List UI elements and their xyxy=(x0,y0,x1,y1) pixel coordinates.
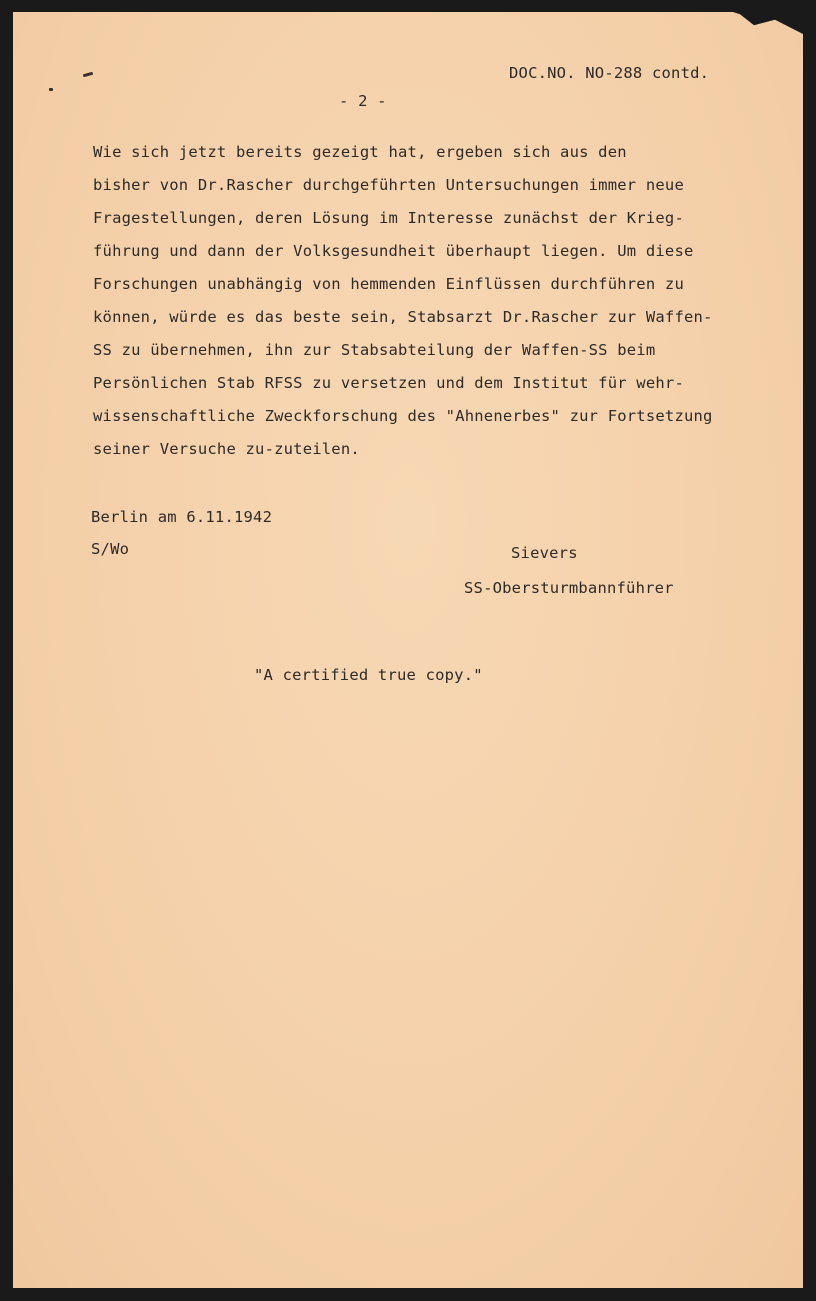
signatory-rank: SS-Obersturmbannführer xyxy=(464,579,674,597)
certification-note: "A certified true copy." xyxy=(254,666,483,684)
body-line: Wie sich jetzt bereits gezeigt hat, ergeben sich aus den xyxy=(93,143,627,161)
reference-initials: S/Wo xyxy=(91,540,130,558)
document-page xyxy=(13,12,803,1288)
body-line: Forschungen unabhängig von hemmenden Einflüssen durchführen zu xyxy=(93,275,684,293)
body-line: Persönlichen Stab RFSS zu versetzen und dem Institut für wehr- xyxy=(93,374,684,392)
body-line: können, würde es das beste sein, Stabsarzt Dr.Rascher zur Waffen- xyxy=(93,308,713,326)
document-number: DOC.NO. NO-288 contd. xyxy=(509,64,710,82)
page-number: - 2 - xyxy=(339,92,387,110)
place-date: Berlin am 6.11.1942 xyxy=(91,508,273,526)
body-line: führung und dann der Volksgesundheit überhaupt liegen. Um diese xyxy=(93,242,694,260)
body-line: seiner Versuche zu-zuteilen. xyxy=(93,440,360,458)
signatory-name: Sievers xyxy=(511,544,578,562)
body-line: Fragestellungen, deren Lösung im Interesse zunächst der Krieg- xyxy=(93,209,684,227)
ink-mark xyxy=(83,72,93,77)
torn-corner xyxy=(733,12,803,34)
ink-mark xyxy=(49,88,53,91)
body-line: SS zu übernehmen, ihn zur Stabsabteilung der Waffen-SS beim xyxy=(93,341,656,359)
body-line: wissenschaftliche Zweckforschung des "Ahnenerbes" zur Fortsetzung xyxy=(93,407,713,425)
body-line: bisher von Dr.Rascher durchgeführten Untersuchungen immer neue xyxy=(93,176,684,194)
